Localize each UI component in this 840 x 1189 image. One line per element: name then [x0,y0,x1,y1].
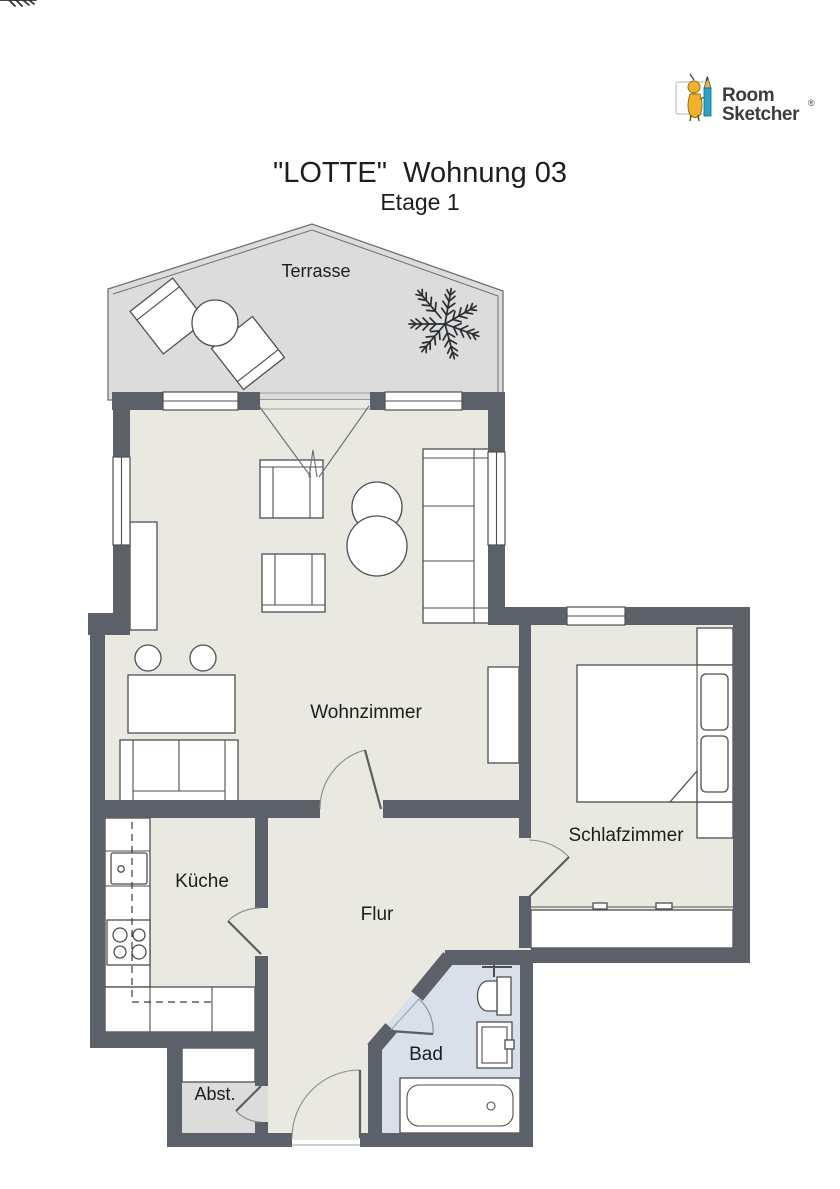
dining-table [128,675,235,733]
terrace-table [192,300,238,346]
double-bed [577,665,733,802]
logo-word-1: Room [722,85,775,106]
dining-chair-2 [190,645,216,671]
label-flur: Flur [360,904,394,925]
plan-title: "LOTTE" Wohnung 03 [272,157,568,189]
window-schlafzimmer [567,607,625,625]
plan-title-block [273,157,567,215]
logo-registered-mark: ® [808,98,815,108]
abstellraum-furniture [182,1048,255,1082]
bathtub [400,1078,520,1133]
window-wohnzimmer-left [113,457,130,545]
dining-bench [120,740,238,806]
plan-subtitle: Etage 1 [380,189,460,215]
toilet [478,977,512,1015]
kitchen-counter-bottom [105,987,255,1032]
nightstand-top [697,628,733,665]
armchair-1 [260,460,323,518]
label-bad: Bad [409,1044,443,1065]
pillow-2 [701,736,728,792]
washbasin [477,1022,514,1068]
label-kueche: Küche [175,871,229,892]
sideboard [130,522,157,630]
label-wohnzimmer: Wohnzimmer [310,702,422,723]
label-schlafzimmer: Schlafzimmer [568,825,684,846]
window-terrace-right [385,392,462,410]
roomsketcher-logo [676,74,815,125]
label-terrasse: Terrasse [281,261,351,281]
kitchen-sink [111,853,147,884]
sofa [423,449,489,623]
coffee-table-large [347,516,407,576]
armchair-2 [262,554,325,612]
nightstand-bottom [697,802,733,838]
tv-board [488,667,519,763]
pillow-1 [701,674,728,730]
wardrobe [531,903,733,948]
dining-chair-1 [135,645,161,671]
label-abstellraum: Abst. [194,1084,236,1104]
window-terrace-left [163,392,238,410]
logo-word-2: Sketcher [722,104,800,125]
cooktop [107,920,150,965]
window-wohnzimmer-right [488,452,505,545]
storage-shelf [182,1048,255,1082]
